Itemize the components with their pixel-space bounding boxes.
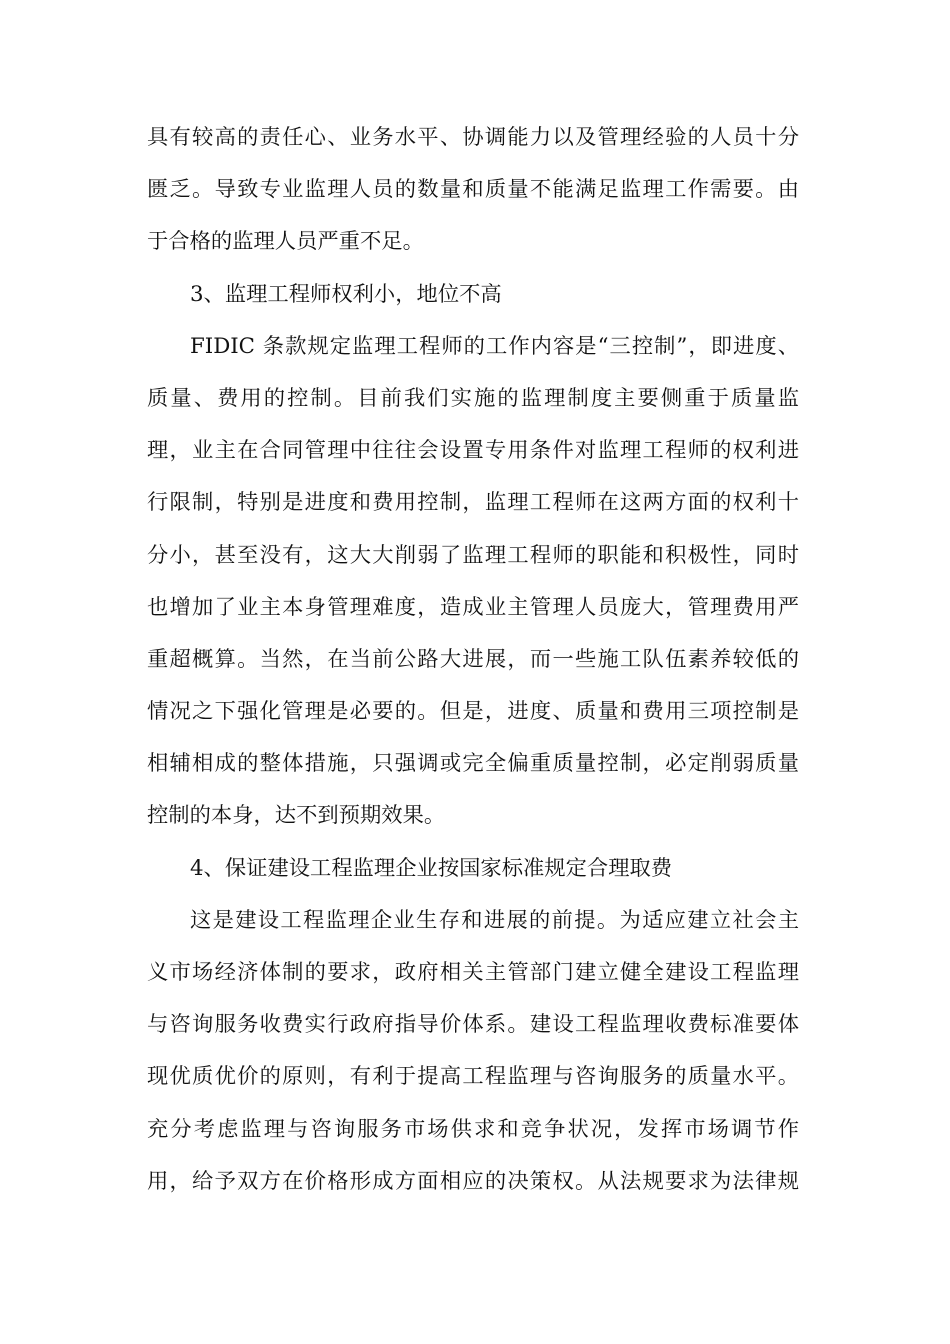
paragraph-line: 这是建设工程监理企业生存和进展的前提。为适应建立社会主 — [190, 907, 799, 933]
paragraph-line: 义市场经济体制的要求，政府相关主管部门建立健全建设工程监理 — [147, 960, 799, 985]
paragraph-line: 与咨询服务收费实行政府指导价体系。建设工程监理收费标准要体 — [147, 1012, 799, 1038]
paragraph-line: 现优质优价的原则，有利于提高工程监理与咨询服务的质量水平。 — [147, 1064, 799, 1090]
paragraph-line: 质量、费用的控制。目前我们实施的监理制度主要侧重于质量监 — [147, 385, 799, 411]
paragraph-line: 情况之下强化管理是必要的。但是，进度、质量和费用三项控制是 — [147, 699, 799, 725]
paragraph-line: 用，给予双方在价格形成方面相应的决策权。从法规要求为法律规 — [147, 1168, 799, 1194]
paragraph-line: 于合格的监理人员严重不足。 — [147, 229, 424, 255]
paragraph-line: 行限制，特别是进度和费用控制，监理工程师在这两方面的权利十 — [147, 490, 799, 516]
paragraph-line: 具有较高的责任心、业务水平、协调能力以及管理经验的人员十分 — [147, 125, 799, 150]
paragraph-line: 充分考虑监理与咨询服务市场供求和竞争状况，发挥市场调节作 — [147, 1116, 799, 1142]
paragraph-line: 控制的本身，达不到预期效果。 — [147, 803, 446, 829]
paragraph-line: 理，业主在合同管理中往往会设置专用条件对监理工程师的权利进 — [147, 438, 799, 464]
document-body — [147, 112, 799, 1208]
paragraph-line: 匮乏。导致专业监理人员的数量和质量不能满足监理工作需要。由 — [147, 177, 799, 203]
section-heading-4: 4、保证建设工程监理企业按国家标准规定合理取费 — [190, 855, 673, 881]
paragraph-line: FIDIC 条款规定监理工程师的工作内容是“三控制”，即进度、 — [190, 333, 799, 359]
paragraph-line: 也增加了业主本身管理难度，造成业主管理人员庞大，管理费用严 — [147, 594, 799, 620]
paragraph-line: 重超概算。当然，在当前公路大进展，而一些施工队伍素养较低的 — [147, 646, 799, 672]
paragraph-line: 分小，甚至没有，这大大削弱了监理工程师的职能和积极性，同时 — [147, 542, 799, 568]
paragraph-line: 相辅相成的整体措施，只强调或完全偏重质量控制，必定削弱质量 — [147, 751, 799, 777]
section-heading-3: 3、监理工程师权利小，地位不高 — [190, 281, 502, 307]
